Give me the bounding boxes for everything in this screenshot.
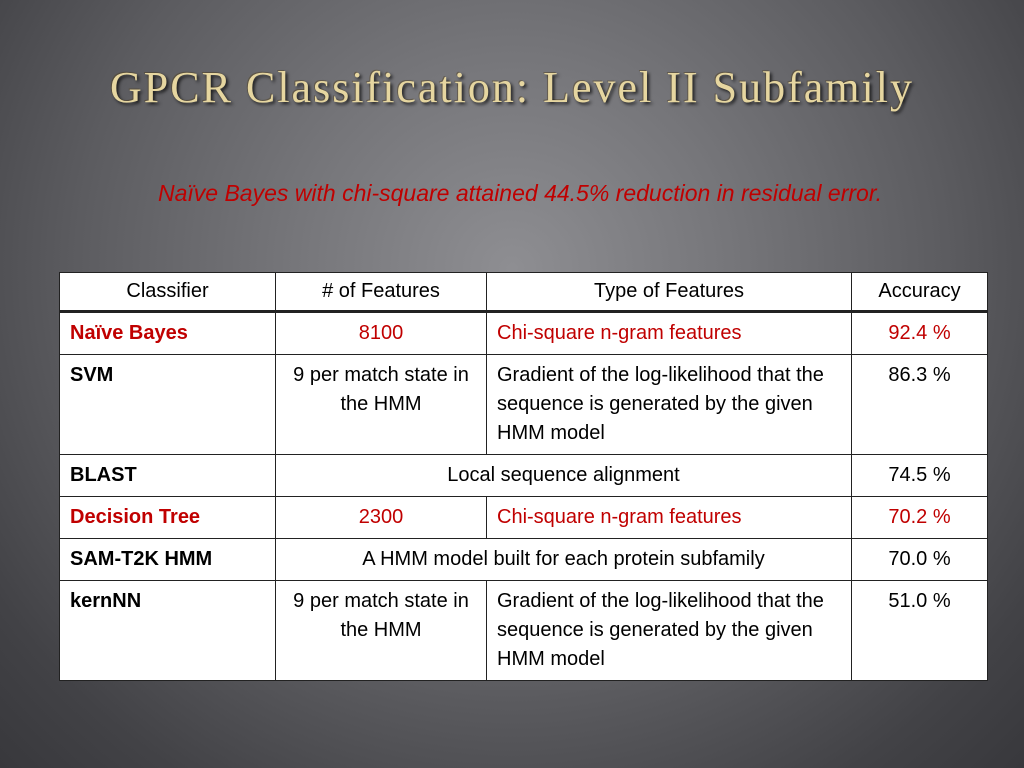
cell-classifier: SAM-T2K HMM — [60, 539, 276, 581]
table-row — [60, 539, 988, 581]
slide-title: GPCR Classification: Level II Subfamily — [110, 63, 914, 112]
cell-features: 8100 — [276, 312, 487, 355]
table-row — [60, 312, 988, 355]
cell-type: Gradient of the log-likelihood that the sequence is generated by the given HMM model — [487, 355, 852, 455]
cell-classifier: BLAST — [60, 455, 276, 497]
cell-classifier: SVM — [60, 355, 276, 455]
cell-type: Gradient of the log-likelihood that the sequence is generated by the given HMM model — [487, 581, 852, 681]
cell-classifier: kernNN — [60, 581, 276, 681]
table-row — [60, 455, 988, 497]
table-row — [60, 497, 988, 539]
header-type: Type of Features — [487, 273, 852, 312]
slide-subtitle: Naïve Bayes with chi-square attained 44.5% reduction in residual error. — [157, 180, 883, 206]
cell-accuracy: 74.5 % — [852, 455, 988, 497]
table-row — [60, 355, 988, 455]
results-table — [59, 272, 988, 681]
header-features: # of Features — [276, 273, 487, 312]
cell-type: Chi-square n-gram features — [487, 497, 852, 539]
header-accuracy: Accuracy — [852, 273, 988, 312]
cell-features: 2300 — [276, 497, 487, 539]
cell-features: 9 per match state in the HMM — [276, 355, 487, 455]
cell-accuracy: 51.0 % — [852, 581, 988, 681]
cell-accuracy: 70.2 % — [852, 497, 988, 539]
cell-accuracy: 70.0 % — [852, 539, 988, 581]
table-row — [60, 581, 988, 681]
table-header-row — [60, 273, 988, 312]
cell-accuracy: 92.4 % — [852, 312, 988, 355]
cell-merged: A HMM model built for each protein subfamily — [276, 539, 852, 581]
cell-accuracy: 86.3 % — [852, 355, 988, 455]
header-classifier: Classifier — [60, 273, 276, 312]
cell-classifier: Naïve Bayes — [60, 312, 276, 355]
cell-type: Chi-square n-gram features — [487, 312, 852, 355]
cell-classifier: Decision Tree — [60, 497, 276, 539]
cell-merged: Local sequence alignment — [276, 455, 852, 497]
cell-features: 9 per match state in the HMM — [276, 581, 487, 681]
